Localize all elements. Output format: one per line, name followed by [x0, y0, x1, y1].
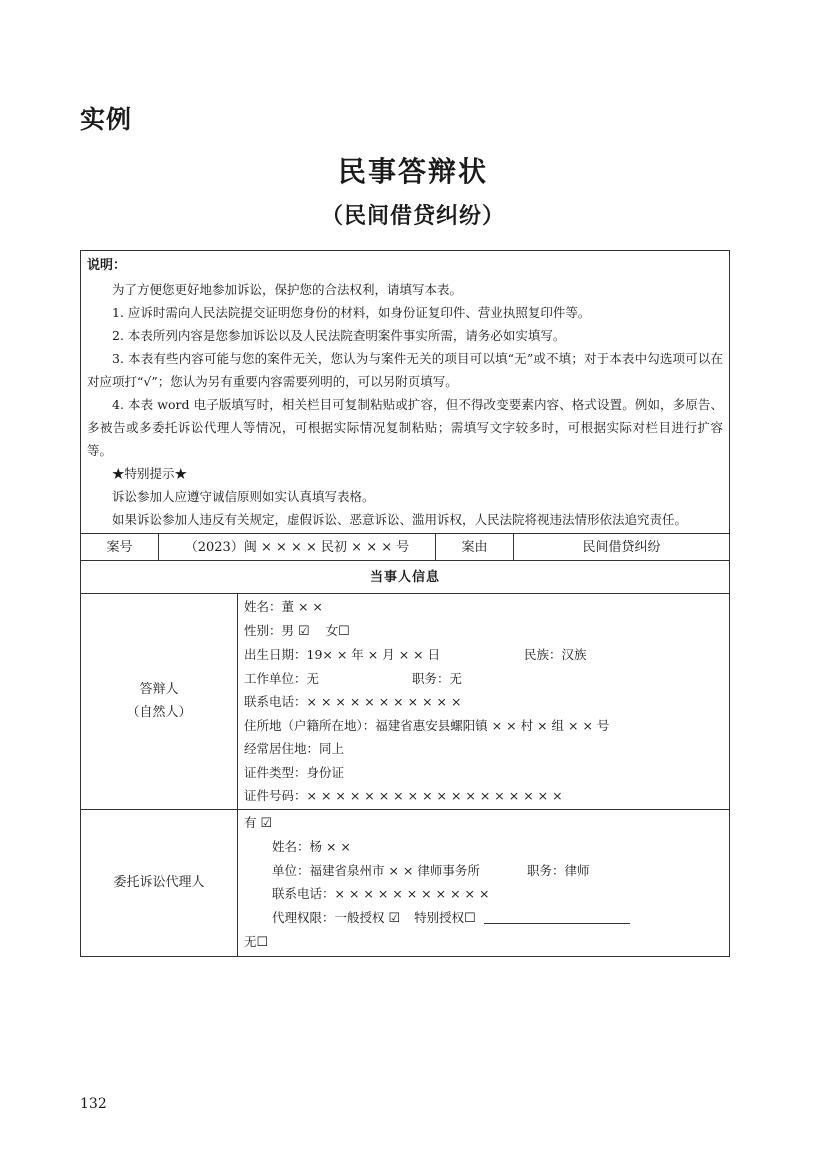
respondent-phone[interactable]: 联系电话：× × × × × × × × × × × — [244, 694, 462, 709]
agent-special-label: 特别授权 — [414, 909, 465, 925]
respondent-employer[interactable]: 工作单位：无 — [244, 670, 320, 686]
notice-paragraph: 2. 本表所列内容是您参加诉讼以及人民法院查明案件事实所需，请务必如实填写。 — [112, 328, 566, 343]
agent-info — [238, 809, 730, 956]
special-notice-paragraph: 如果诉讼参加人违反有关规定，虚假诉讼、恶意诉讼、滥用诉权，人民法院将视违法情形依法追究责任。 — [112, 512, 688, 527]
respondent-row — [81, 594, 730, 810]
respondent-label-type: （自然人） — [126, 705, 192, 721]
section-title: 实例 — [80, 105, 133, 134]
agent-unit-row — [244, 859, 723, 883]
respondent-label — [81, 594, 238, 810]
gender-female-checkbox[interactable]: ☐ — [338, 623, 350, 639]
agent-name[interactable]: 姓名：杨 × × — [272, 839, 351, 854]
document-title: 民事答辩状 — [337, 155, 488, 188]
notice-paragraph: 3. 本表有些内容可能与您的案件无关，您认为与案件无关的项目可以填“无”或不填；对于本表中勾选项可以在对应项打“√”；您认为另有重要内容需要列明的，可以另附页填写。 — [87, 351, 723, 389]
respondent-name[interactable]: 姓名：董 × × — [244, 599, 323, 614]
page-number: 132 — [80, 1096, 107, 1112]
respondent-domicile[interactable]: 住所地（户籍所在地）：福建省惠安县螺阳镇 × × 村 × 组 × × 号 — [244, 717, 610, 733]
agent-unit[interactable]: 单位：福建省泉州市 × × 律师事务所 — [272, 862, 480, 878]
respondent-id-number[interactable]: 证件号码：× × × × × × × × × × × × × × × × × × — [244, 788, 563, 803]
respondent-residence[interactable]: 经常居住地：同上 — [244, 741, 345, 756]
respondent-label-title: 答辩人 — [139, 682, 179, 698]
notice-row — [81, 251, 730, 534]
party-section-row — [81, 561, 730, 594]
defense-form-table — [80, 250, 730, 957]
gender-male-checkbox[interactable]: ☑ — [298, 623, 310, 639]
special-notice-paragraph: 诉讼参加人应遵守诚信原则如实认真填写表格。 — [112, 489, 375, 504]
agent-position[interactable]: 职务：律师 — [527, 862, 590, 878]
respondent-birth[interactable]: 出生日期：19× × 年 × 月 × × 日 — [244, 647, 441, 662]
respondent-info — [238, 594, 730, 810]
agent-authority-general-label: 代理权限：一般授权 — [272, 909, 385, 925]
case-row — [81, 534, 730, 561]
agent-has-label: 有 — [244, 814, 257, 830]
agent-none-checkbox[interactable]: ☐ — [256, 935, 269, 950]
party-section-title: 当事人信息 — [81, 561, 730, 594]
gender-female-label: 女 — [325, 622, 339, 638]
agent-general-checkbox[interactable]: ☑ — [388, 910, 401, 926]
case-number-label: 案号 — [81, 534, 159, 561]
document-subtitle: （民间借贷纠纷） — [320, 204, 505, 229]
gender-male-label: 性别：男 — [244, 622, 295, 638]
respondent-ethnicity[interactable]: 民族：汉族 — [524, 647, 587, 662]
case-number-value[interactable]: （2023）闽 × × × × 民初 × × × 号 — [159, 534, 436, 561]
agent-has-option — [244, 811, 723, 836]
case-cause-label: 案由 — [436, 534, 514, 561]
respondent-id-type[interactable]: 证件类型：身份证 — [244, 764, 345, 780]
agent-authority — [244, 906, 723, 931]
agent-none-label: 无 — [244, 934, 257, 949]
case-cause-value[interactable]: 民间借贷纠纷 — [514, 534, 730, 561]
notice-label: 说明： — [87, 258, 127, 273]
agent-none-option — [244, 930, 723, 955]
respondent-employment — [244, 667, 723, 691]
special-notice-title: ★特别提示★ — [112, 466, 188, 481]
agent-special-blank-line[interactable] — [484, 909, 630, 924]
respondent-position[interactable]: 职务：无 — [412, 670, 463, 686]
respondent-gender — [244, 619, 723, 644]
notice-paragraph: 4. 本表 word 电子版填写时，相关栏目可复制粘贴或扩容，但不得改变要素内容、格式设置。例如，多原告、多被告或多委托诉讼代理人等情况，可根据实际情况复制粘贴；需填写文字较多时，可根据实际对栏目进行扩容等。 — [87, 397, 723, 458]
notice-paragraph: 1. 应诉时需向人民法院提交证明您身份的材料，如身份证复印件、营业执照复印件等。 — [112, 305, 591, 320]
agent-phone[interactable]: 联系电话：× × × × × × × × × × × — [272, 886, 490, 901]
respondent-birth-ethnicity — [244, 643, 723, 667]
notice-cell — [81, 251, 730, 534]
agent-label: 委托诉讼代理人 — [81, 809, 238, 956]
agent-special-checkbox[interactable]: ☐ — [464, 910, 476, 926]
agent-has-checkbox[interactable]: ☑ — [260, 815, 273, 831]
agent-row — [81, 809, 730, 956]
notice-paragraph: 为了方便您更好地参加诉讼，保护您的合法权利，请填写本表。 — [112, 282, 463, 297]
